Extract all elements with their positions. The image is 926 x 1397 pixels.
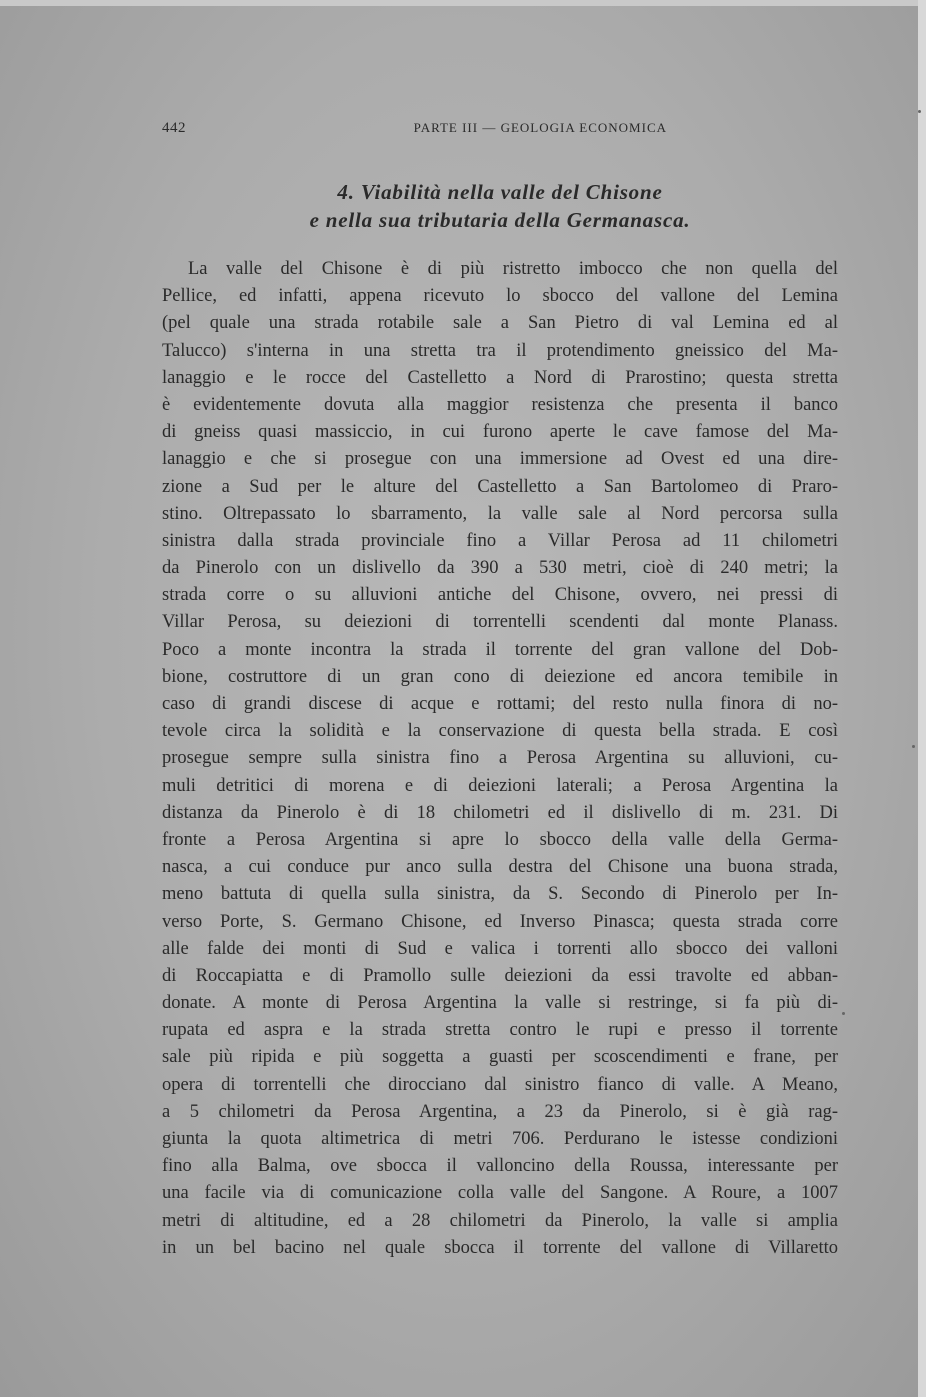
text-line: meno battuta di quella sulla sinistra, da S. Secondo di Pinerolo per In- — [162, 884, 838, 905]
text-line: alle falde dei monti di Sud e valica i torrenti allo sbocco dei valloni — [162, 938, 838, 959]
section-title-line-2: e nella sua tributaria della Germanasca. — [309, 208, 691, 232]
text-line: lanaggio e che si prosegue con una immersione ad Ovest ed una dire- — [162, 449, 838, 470]
text-line: sale più ripida e più soggetta a guasti per scoscendimenti e frane, per — [162, 1047, 838, 1068]
text-line: Villar Perosa, su deiezioni di torrentelli scendenti dal monte Planass. — [162, 612, 838, 633]
text-line: verso Porte, S. Germano Chisone, ed Inverso Pinasca; questa strada corre — [162, 911, 838, 932]
text-line: in un bel bacino nel quale sbocca il torrente del vallone di Villaretto — [162, 1237, 838, 1258]
text-line: sinistra dalla strada provinciale fino a Villar Perosa ad 11 chilometri — [162, 530, 838, 551]
text-line: da Pinerolo con un dislivello da 390 a 530 metri, cioè di 240 metri; la — [162, 558, 838, 579]
text-line: rupata ed aspra e la strada stretta contro le rupi e presso il torrente — [162, 1020, 838, 1041]
running-head: PARTE III — GEOLOGIA ECONOMICA — [413, 120, 667, 135]
scan-speck — [912, 745, 915, 748]
page-number: 442 — [162, 120, 186, 136]
text-line: fronte a Perosa Argentina si apre lo sbocco della valle della Germa- — [162, 829, 838, 850]
text-line: di Roccapiatta e di Pramollo sulle deiezioni da essi travolte ed abban- — [162, 965, 838, 986]
section-title — [162, 178, 838, 234]
text-line: nasca, a cui conduce pur anco sulla destra del Chisone una buona strada, — [162, 857, 838, 878]
text-line: opera di torrentelli che dirocciano dal sinistro fianco di valle. A Meano, — [162, 1074, 838, 1095]
scan-speck — [918, 110, 921, 113]
text-line: zione a Sud per le alture del Castelletto a San Bartolomeo di Praro- — [162, 476, 838, 497]
page-right-edge — [918, 0, 926, 1397]
text-line: fino alla Balma, ove sbocca il valloncino della Roussa, interessante per — [162, 1156, 838, 1177]
text-line: (pel quale una strada rotabile sale a San Pietro di val Lemina ed al — [162, 313, 838, 334]
scan-speck — [842, 1012, 845, 1015]
text-line: caso di grandi discese di acque e rottami; del resto nulla finora di no- — [162, 694, 838, 714]
text-line: Talucco) s'interna in una stretta tra il protendimento gneissico del Ma- — [162, 340, 838, 361]
text-line: bione, costruttore di un gran cono di deiezione ed ancora temibile in — [162, 666, 838, 687]
text-line: Pellice, ed infatti, appena ricevuto lo sbocco del vallone del Lemina — [162, 286, 838, 307]
text-line: una facile via di comunicazione colla valle del Sangone. A Roure, a 1007 — [162, 1183, 838, 1204]
text-line: metri di altitudine, ed a 28 chilometri da Pinerolo, la valle si amplia — [162, 1210, 838, 1231]
text-line: tevole circa la solidità e la conservazione di questa bella strada. E così — [162, 721, 838, 742]
page-header — [162, 120, 667, 142]
text-line: distanza da Pinerolo è di 18 chilometri ed il dislivello di m. 231. Di — [162, 802, 838, 823]
section-title-line-1: 4. Viabilità nella valle del Chisone — [337, 180, 663, 204]
text-line: prosegue sempre sulla sinistra fino a Perosa Argentina su alluvioni, cu- — [162, 748, 838, 769]
body-paragraph — [162, 256, 838, 1262]
text-line: strada corre o su alluvioni antiche del Chisone, ovvero, nei pressi di — [162, 585, 838, 606]
text-line: donate. A monte di Perosa Argentina la valle si restringe, si fa più di- — [162, 993, 838, 1014]
text-line: giunta la quota altimetrica di metri 706. Perdurano le istesse condizioni — [162, 1129, 838, 1149]
text-line: Poco a monte incontra la strada il torrente del gran vallone del Dob- — [162, 639, 838, 660]
text-line: a 5 chilometri da Perosa Argentina, a 23 da Pinerolo, si è già rag- — [162, 1101, 838, 1122]
text-line: La valle del Chisone è di più ristretto imbocco che non quella del — [188, 259, 838, 279]
text-line: stino. Oltrepassato lo sbarramento, la valle sale al Nord percorsa sulla — [162, 503, 838, 524]
text-line: di gneiss quasi massiccio, in cui furono aperte le cave famose del Ma- — [162, 422, 838, 443]
text-line: lanaggio e le rocce del Castelletto a Nord di Prarostino; questa stretta — [162, 367, 838, 388]
text-line: è evidentemente dovuta alla maggior resistenza che presenta il banco — [162, 394, 838, 415]
page-top-edge — [0, 0, 926, 6]
text-line: muli detritici di morena e di deiezioni laterali; a Perosa Argentina la — [162, 775, 838, 796]
